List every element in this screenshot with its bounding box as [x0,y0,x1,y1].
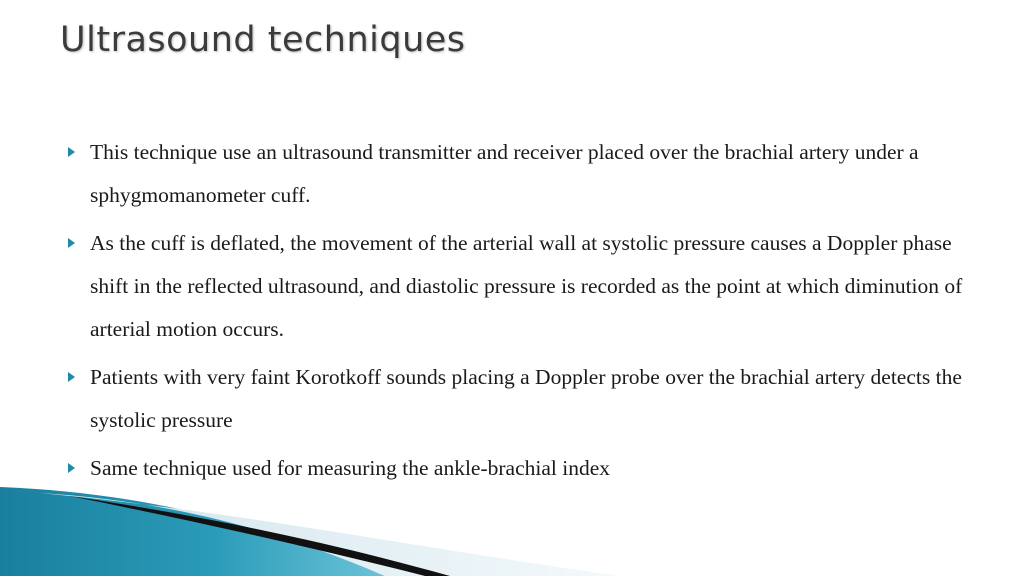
bullet-text: Patients with very faint Korotkoff sounds placing a Doppler probe over the brachial artery detects the systolic pressure [90,365,962,432]
bullet-text: Same technique used for measuring the ankle-brachial index [90,456,610,480]
bullet-text: As the cuff is deflated, the movement of the arterial wall at systolic pressure causes a Doppler phase shift in the reflected ultrasound, and diastolic pressure is recorded as the point at which diminution of arterial motion occurs. [90,231,963,341]
slide-title: Ultrasound techniques [60,20,466,60]
bullet-text: This technique use an ultrasound transmitter and receiver placed over the brachial artery under a sphygmomanometer cuff. [90,140,919,207]
